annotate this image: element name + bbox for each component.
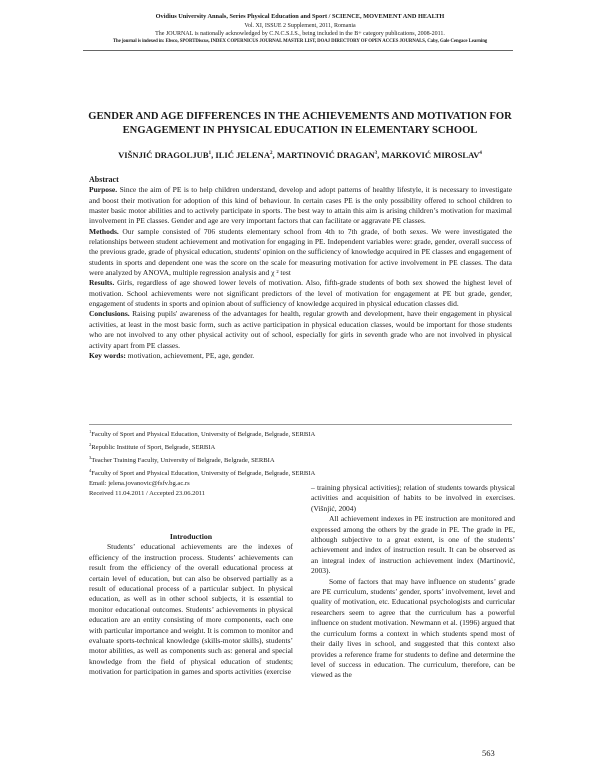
purpose-label: Purpose. [89, 185, 118, 195]
author-affiliation-mark: 3 [374, 151, 378, 157]
methods-text: Our sample consisted of 706 students elementary school from 4th to 7th grade, of both sexes. We were investigated the relationships between student achievement and motivation for engaging in PE. Independent variables were: grade, gender, overall success of the previous grade, grade of physical education, students' opinion on the sufficiency of knowledge acquired in PE classes and engagement of students in sports and dependent one was the score on the scale for measuring motivation for active involvement in PE classes. The data were analyzed by ANOVA, multiple regression analysis and χ ² test [89, 226, 512, 278]
received-line: Received 11.04.2011 / Accepted 23.06.2011 [89, 490, 206, 498]
purpose-text: Since the aim of PE is to help children understand, develop and adopt patterns of healthy lifestyle, it is necessary to investigate and boost their motivation for adoption of this kind of behaviour. In certain cases PE is the only possibility offered to school children to master basic motor abilities and to actively participate in sports. The best way to attain this aim is arising children’s motivation for maximal involvement in PE classes. Gender and age are very important factors that can facilitate or aggravate PE classes. [89, 185, 512, 226]
abstract-section [89, 175, 512, 361]
affiliation-mark: 3 [89, 455, 92, 461]
author-separator: , [377, 150, 382, 160]
abstract-purpose [89, 185, 512, 226]
results-label: Results. [89, 278, 115, 288]
indexing-line: The journal is indexed in: Ebsco, SPORTDiscus, INDEX COPERNICUS JOURNAL MASTER LIST, DOAJ DIRECTORY OF OPEN ACCES JOURNALS, Caby, Gale Cengace Learning [112, 39, 488, 44]
body-paragraph: Students’ educational achievements are the indexes of efficiency of the instruction process. Students’ achievements can result from the efficiency of the overall educational process at certain level of education, but can also be observed partially as a result of educational process of a particular subject. In physical education, as well as in other school subjects, it is essential to monitor educational outcomes. Students’ achievements in physical education are an entity consisting of more components, each one with particular importance and weight. It is common to monitor and evaluate sports-technical knowledge (skills-motor skills), students’ motor abilities, as well as components such as: general and special knowledge from the field of physical education of students; motivation for participation in games and sports activities (exercise [89, 542, 293, 677]
right-column-body [311, 483, 515, 681]
affiliation-list [89, 427, 419, 479]
page-number: 563 [482, 748, 495, 758]
body-paragraph: Some of factors that may have influence on students’ grade are PE curriculum, students’ gender, sports’ involvement, level and quality of motivation, etc. Educational psychologists and curricular researchers seem to agree that the curriculum has a powerful influence on student motivation. Newmann et al. (1996) argued that the curriculum forms a context in which students spend most of their daily lives in school, and suggested that this context also provides a reference frame for students to define and determine the level of success in education. The curriculum, therefore, can be viewed as the [311, 576, 515, 680]
author-name: ILIĆ JELENA [215, 150, 271, 160]
author-separator: , [211, 150, 216, 160]
header-divider [83, 50, 513, 51]
affiliation-text: Faculty of Sport and Physical Education, University of Belgrade, Belgrade, SERBIA [91, 431, 316, 439]
results-text: Girls, regardless of age showed lower levels of motivation. Also, fifth-grade students of both sex showed the highest level of motivation. School achievements were not significant predictors of the level of motivation for engagement at PE but grade, gender, engagement of students in sports and opinion about of sufficiency of knowledge acquired in physical education classes did. [89, 278, 512, 309]
footnote-divider [89, 424, 512, 425]
abstract-results [89, 278, 512, 309]
affiliation-mark: 2 [89, 442, 92, 448]
left-column [89, 532, 293, 678]
author-affiliation-mark: 1 [208, 151, 212, 157]
left-column-body [89, 542, 293, 677]
affiliation-text: Teacher Training Faculty, University of Belgrade, Belgrade, SERBIA [91, 457, 275, 465]
volume-line: Vol. XI, ISSUE 2 Supplement, 2011, Romania [244, 23, 356, 29]
affiliation-item [89, 440, 419, 453]
keywords-text: motivation, achievement, PE, age, gender. [125, 350, 255, 360]
author-affiliation-mark: 2 [270, 151, 273, 157]
author-name: VIŠNJIĆ DRAGOLJUB [118, 150, 209, 160]
abstract-methods [89, 227, 512, 279]
introduction-heading: Introduction [169, 532, 213, 541]
author-affiliation-mark: 4 [479, 151, 482, 157]
keywords-label: Key words: [89, 350, 126, 360]
methods-label: Methods. [89, 226, 119, 236]
body-paragraph: – training physical activities); relation of students towards physical activities and acquisition of habits to be involved in exercises. (Višnjić, 2004) [311, 483, 515, 513]
abstract-heading: Abstract [89, 175, 119, 184]
author-separator: , [272, 150, 277, 160]
author-list [70, 150, 530, 160]
affiliation-item [89, 427, 419, 440]
affiliation-mark: 1 [89, 429, 92, 434]
right-column [311, 483, 515, 681]
affiliation-item [89, 466, 419, 479]
body-paragraph: All achievement indexes in PE instruction are monitored and expressed among the others by the grade in PE. The grade in PE, although subjective to a great extent, is one of the students’ achievement and index of instruction result. It can be observed as an integral index of instruction achievement index (Martinović, 2003). [311, 514, 515, 576]
abstract-keywords [89, 351, 512, 361]
accreditation-line: The JOURNAL is nationally acknowledged by C.N.C.S.I.S., being included in the B+ category publications, 2008-2011. [155, 31, 445, 37]
journal-title-line: Ovidius University Annals, Series Physical Education and Sport / SCIENCE, MOVEMENT AND HEALTH [155, 13, 445, 20]
author-name: MARTINOVIĆ DRAGAN [276, 150, 375, 160]
email-line: Email: jelena.jovanovic@fsfv.bg.ac.rs [89, 480, 190, 488]
affiliation-item [89, 453, 419, 466]
author-name: MARKOVIĆ MIROSLAV [381, 150, 480, 160]
affiliation-text: Republic Institute of Sport, Belgrade, SERBIA [91, 444, 216, 452]
affiliation-text: Faculty of Sport and Physical Education, University of Belgrade, Belgrade, SERBIA [91, 470, 316, 478]
conclusions-label: Conclusions. [89, 309, 130, 319]
conclusions-text: Raising pupils' awareness of the advantages for health, regular growth and development, have their engagement in physical activities, at least in the most basic form, such as active participation in physical education classes, would be important for those students who are not involved to any other physical activity out of school, especially for girls in seventh grade who are not involved in physical activity apart from PE classes. [89, 309, 512, 350]
abstract-conclusions [89, 309, 512, 350]
paper-title: GENDER AND AGE DIFFERENCES IN THE ACHIEVEMENTS AND MOTIVATION FOR ENGAGEMENT IN PHYSICAL EDUCATION IN ELEMENTARY SCHOOL [88, 111, 512, 136]
affiliation-mark: 4 [89, 468, 92, 474]
